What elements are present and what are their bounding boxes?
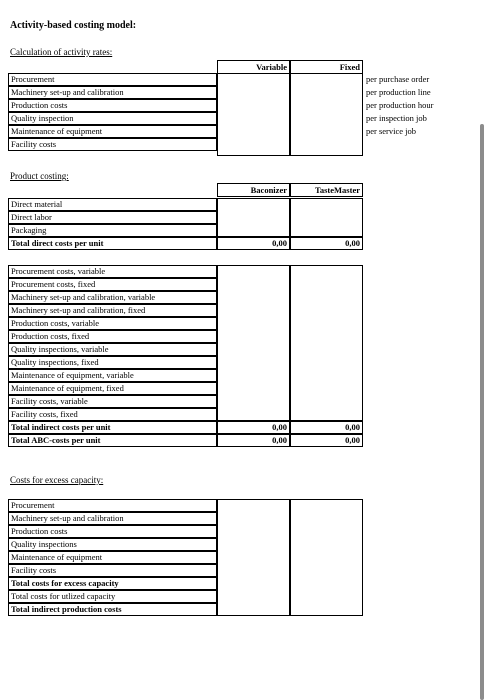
unit-label: per production line	[366, 87, 431, 97]
unit-label: per production hour	[366, 100, 434, 110]
indirect-cost-row-label: Production costs, fixed	[8, 330, 217, 343]
excess-row-label: Machinery set-up and calibration	[8, 512, 217, 525]
total-indirect-costs-label: Total indirect costs per unit	[8, 421, 217, 434]
indirect-cost-row-label: Procurement costs, variable	[8, 265, 217, 278]
baconizer-direct-cell[interactable]	[217, 198, 290, 237]
direct-cost-row-label: Direct labor	[8, 211, 217, 224]
baconizer-total-abc: 0,00	[217, 434, 290, 447]
indirect-cost-row-label: Maintenance of equipment, variable	[8, 369, 217, 382]
excess-capacity-heading: Costs for excess capacity:	[10, 475, 104, 485]
unit-label: per inspection job	[366, 113, 427, 123]
excess-col2-cell[interactable]	[290, 499, 363, 616]
rate-row-label: Maintenance of equipment	[8, 125, 217, 138]
rate-row-label: Production costs	[8, 99, 217, 112]
rate-row-label: Procurement	[8, 73, 217, 86]
product-costing-heading: Product costing:	[10, 171, 69, 181]
unit-label: per service job	[366, 126, 417, 136]
rate-row-label: Facility costs	[8, 138, 217, 151]
indirect-cost-row-label: Machinery set-up and calibration, variable	[8, 291, 217, 304]
activity-rates-heading: Calculation of activity rates:	[10, 47, 113, 57]
excess-row-label: Facility costs	[8, 564, 217, 577]
tastemaster-total-indirect: 0,00	[290, 421, 363, 434]
excess-row-label: Procurement	[8, 499, 217, 512]
tastemaster-total-abc: 0,00	[290, 434, 363, 447]
excess-col1-cell[interactable]	[217, 499, 290, 616]
total-excess-capacity-label: Total costs for excess capacity	[8, 577, 217, 590]
excess-row-label: Quality inspections	[8, 538, 217, 551]
tastemaster-total-direct: 0,00	[290, 237, 363, 250]
fixed-rates-cell[interactable]	[290, 73, 363, 156]
unit-label: per purchase order	[366, 74, 430, 84]
indirect-cost-row-label: Facility costs, variable	[8, 395, 217, 408]
total-direct-costs-label: Total direct costs per unit	[8, 237, 217, 250]
indirect-cost-row-label: Production costs, variable	[8, 317, 217, 330]
variable-rates-cell[interactable]	[217, 73, 290, 156]
page-title: Activity-based costing model:	[10, 20, 137, 31]
variable-header: Variable	[217, 60, 290, 74]
total-indirect-production-label: Total indirect production costs	[8, 603, 217, 616]
baconizer-indirect-cell[interactable]	[217, 265, 290, 421]
baconizer-header: Baconizer	[217, 183, 290, 197]
indirect-cost-row-label: Procurement costs, fixed	[8, 278, 217, 291]
tastemaster-header: TasteMaster	[290, 183, 363, 197]
direct-cost-row-label: Packaging	[8, 224, 217, 237]
indirect-cost-row-label: Quality inspections, variable	[8, 343, 217, 356]
direct-cost-row-label: Direct material	[8, 198, 217, 211]
rate-row-label: Machinery set-up and calibration	[8, 86, 217, 99]
total-utilized-capacity-label: Total costs for utlized capacity	[8, 590, 217, 603]
indirect-cost-row-label: Facility costs, fixed	[8, 408, 217, 421]
total-abc-costs-label: Total ABC-costs per unit	[8, 434, 217, 447]
indirect-cost-row-label: Maintenance of equipment, fixed	[8, 382, 217, 395]
rate-row-label: Quality inspection	[8, 112, 217, 125]
indirect-cost-row-label: Quality inspections, fixed	[8, 356, 217, 369]
tastemaster-direct-cell[interactable]	[290, 198, 363, 237]
baconizer-total-indirect: 0,00	[217, 421, 290, 434]
baconizer-total-direct: 0,00	[217, 237, 290, 250]
scrollbar[interactable]	[480, 124, 484, 700]
tastemaster-indirect-cell[interactable]	[290, 265, 363, 421]
fixed-header: Fixed	[290, 60, 363, 74]
indirect-cost-row-label: Machinery set-up and calibration, fixed	[8, 304, 217, 317]
excess-row-label: Maintenance of equipment	[8, 551, 217, 564]
excess-row-label: Production costs	[8, 525, 217, 538]
